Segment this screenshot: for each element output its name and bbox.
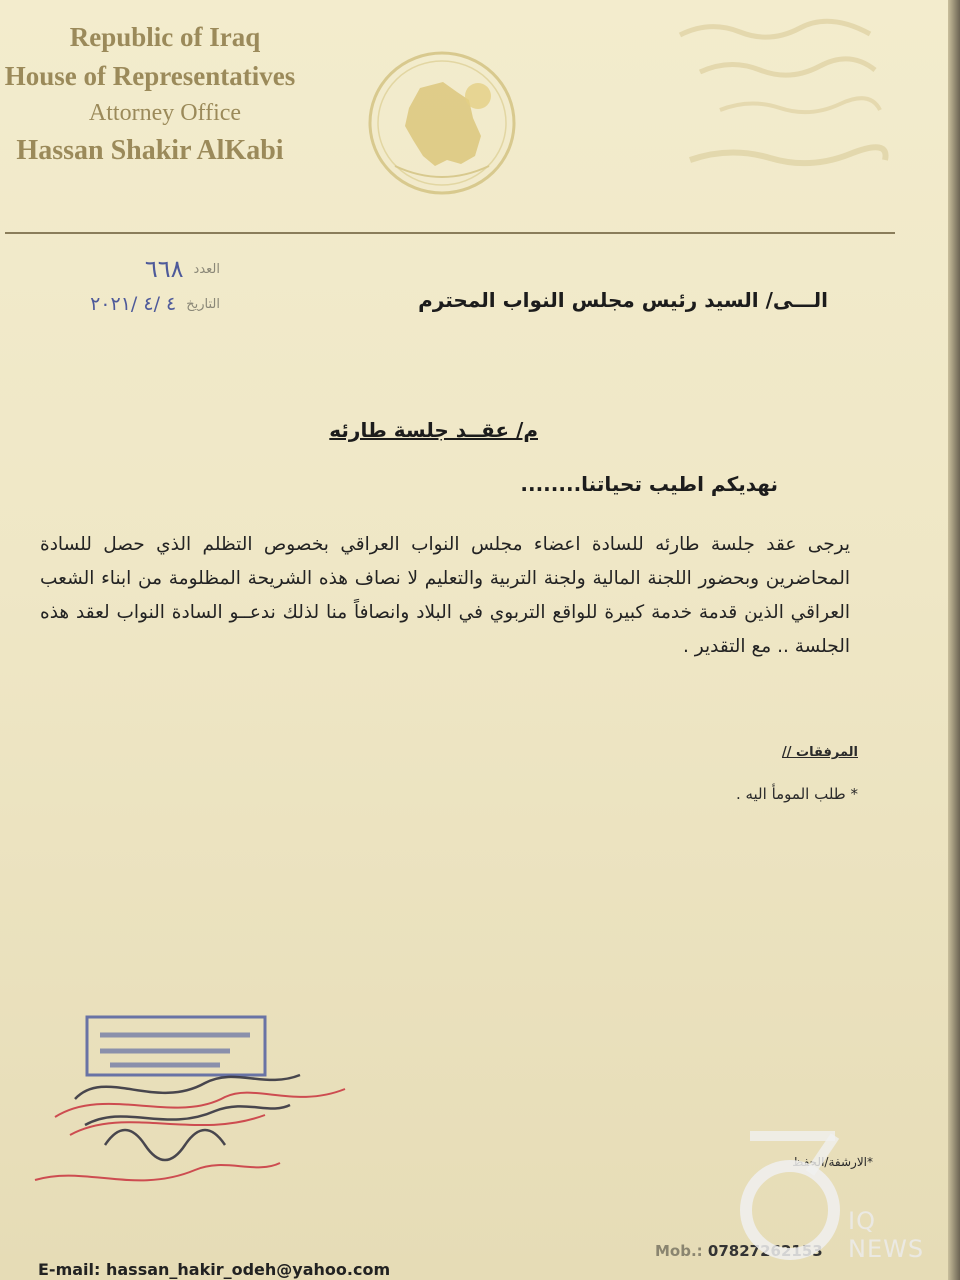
greeting-line: نهديكم اطيب تحياتنا........ (520, 472, 778, 496)
mobile-number: 07827262153 (707, 1242, 823, 1260)
subject-line: م/ عقــد جلسة طارئه (329, 418, 538, 442)
letterhead-name: Hassan Shakir AlKabi (16, 135, 284, 166)
letterhead-country: Republic of Iraq (69, 22, 261, 52)
attachment-item: * طلب المومأ اليه . (735, 785, 858, 803)
recipient-line: الـــى/ السيد رئيس مجلس النواب المحترم (418, 288, 828, 312)
letterhead-arabic-emboss (650, 10, 890, 200)
letter-body: يرجى عقد جلسة طارئه للسادة اعضاء مجلس النواب العراقي بخصوص التظلم الذي حصل للسادة المحاضرين وبحضور اللجنة المالية ولجنة التربية والتعليم لا نصاف هذه الشريحة المظلومة من ابناء الشعب العراقي الذين قدمة خدمة كبيرة للواقع التربوي في البلاد وانصافاً منا لذلك ندعــو السادة النواب لعقد هذه الجلسة .. مع التقدير . (40, 534, 850, 657)
letterhead-english (0, 22, 300, 175)
reference-number-value: ٦٦٨ (144, 255, 184, 283)
letterhead-institution: House of Representatives (4, 61, 296, 91)
letterhead-divider (5, 232, 895, 234)
parliament-emblem-icon (365, 48, 520, 198)
reference-date-value: ٤ /٤ /٢٠٢١ (90, 293, 177, 315)
handwritten-signature (75, 1075, 300, 1160)
reference-number-label: العدد (193, 261, 220, 277)
footer-email: E-mail: hassan_hakir_odeh@yahoo.com (38, 1260, 391, 1279)
stamp-and-signature (15, 1005, 365, 1200)
reference-block (30, 255, 220, 325)
letterhead-office: Attorney Office (88, 100, 242, 126)
page-shadow-edge (948, 0, 960, 1280)
reference-date-label: التاريخ (186, 296, 220, 312)
red-signature (35, 1089, 345, 1180)
watermark-text: IQ NEWS (848, 1207, 925, 1263)
attachments-title: المرفقات // (782, 745, 858, 760)
archive-note: *الارشفة/الحفظ (792, 1155, 873, 1169)
stamp-lettering (100, 1035, 250, 1065)
mobile-label: Mob.: (655, 1242, 703, 1260)
